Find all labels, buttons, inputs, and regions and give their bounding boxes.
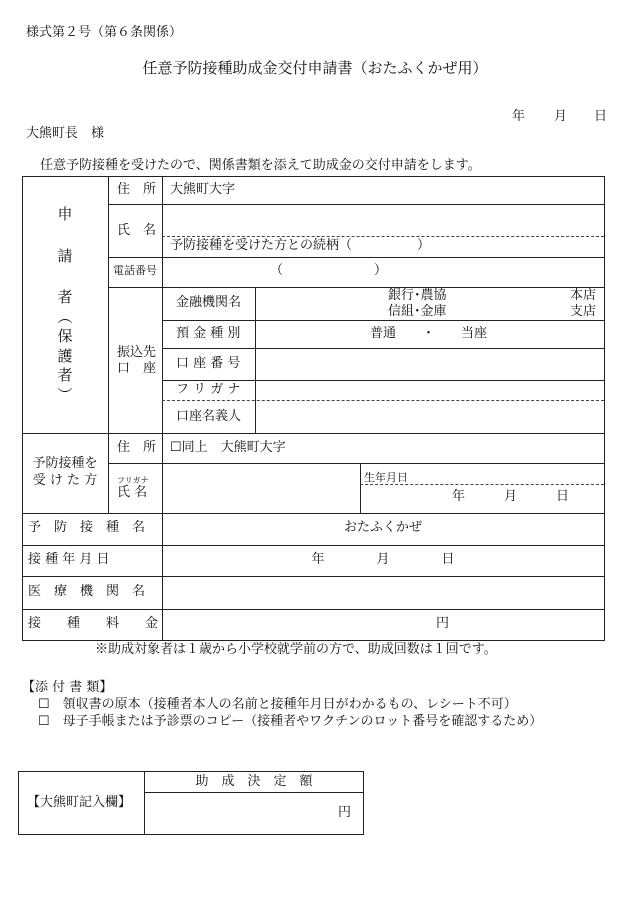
- date-year: 年: [512, 109, 526, 124]
- attachment-item-handbook[interactable]: ☐ 母子手帳または予診票のコピー（接種者やワクチンのロット番号を確認するため）: [38, 714, 543, 729]
- addressee: 大熊町長 様: [26, 126, 105, 141]
- recipient-furigana-label: フリガナ: [117, 476, 149, 485]
- fee-label: 接 種 料 金: [28, 616, 159, 631]
- recipient-section-label-2: 受 け た 方: [32, 473, 98, 488]
- recipient-address-label: 住 所: [117, 440, 157, 455]
- furigana-label: フ リ ガ ナ: [176, 382, 241, 397]
- office-use-label: 【大熊町記入欄】: [27, 795, 132, 810]
- bank-name-label: 金融機関名: [176, 295, 242, 310]
- applicant-address-value[interactable]: 大熊町大字: [170, 182, 236, 197]
- bank-option-1a: 銀行･農協: [388, 288, 447, 303]
- phone-field[interactable]: （ ）: [270, 263, 388, 278]
- medical-institution-label: 医 療 機 関 名: [28, 584, 146, 599]
- date-month: 月: [554, 109, 568, 124]
- bank-option-2b: 支店: [570, 304, 597, 319]
- account-number-label: 口 座 番 号: [176, 356, 241, 371]
- bank-section-label-2: 口 座: [117, 361, 157, 376]
- applicant-address-label: 住 所: [117, 182, 157, 197]
- intro-text: 任意予防接種を受けたので、関係書類を添えて助成金の交付申請をします。: [40, 158, 481, 173]
- birth-date-label: 生年月日: [364, 471, 408, 484]
- account-type-label: 預 金 種 別: [176, 326, 241, 341]
- recipient-address-value[interactable]: ☐同上 大熊町大字: [170, 440, 286, 455]
- attachments-heading: 【添 付 書 類】: [22, 680, 113, 695]
- phone-label: 電話番号: [113, 264, 157, 277]
- account-type-options[interactable]: 普通 ・ 当座: [370, 326, 488, 341]
- account-holder-label: 口座名義人: [176, 409, 242, 424]
- fee-unit: 円: [436, 616, 450, 631]
- applicant-name-label: 氏 名: [117, 223, 157, 238]
- bank-option-1b: 本店: [570, 288, 597, 303]
- page-title: 任意予防接種助成金交付申請書（おたふくかぜ用）: [142, 59, 488, 77]
- relation-field[interactable]: 予防接種を受けた方との続柄（ ）: [170, 238, 431, 253]
- grant-amount-unit: 円: [338, 805, 352, 820]
- bank-option-2a: 信組･金庫: [388, 304, 447, 319]
- grant-amount-header: 助 成 決 定 額: [195, 774, 313, 789]
- recipient-name-label: 氏 名: [117, 485, 148, 500]
- vaccine-value: おたふくかぜ: [343, 520, 422, 535]
- applicant-section-label: 申 請 者 ︵ 保 護 者 ︶: [57, 205, 73, 404]
- bank-section-label-1: 振込先: [117, 345, 157, 360]
- birth-date-value[interactable]: 年 月 日: [452, 489, 570, 504]
- form-number: 様式第２号（第６条関係）: [26, 25, 183, 40]
- vaccine-label: 予 防 接 種 名: [28, 520, 146, 535]
- eligibility-note: ※助成対象者は１歳から小学校就学前の方で、助成回数は１回です。: [95, 642, 497, 657]
- attachment-item-receipt[interactable]: ☐ 領収書の原本（接種者本人の名前と接種年月日がわかるもの、レシート不可）: [38, 697, 517, 712]
- vaccination-date-value[interactable]: 年 月 日: [311, 552, 455, 567]
- date-day: 日: [594, 109, 608, 124]
- vaccination-date-label: 接 種 年 月 日: [28, 552, 110, 567]
- recipient-section-label-1: 予防接種を: [32, 456, 98, 471]
